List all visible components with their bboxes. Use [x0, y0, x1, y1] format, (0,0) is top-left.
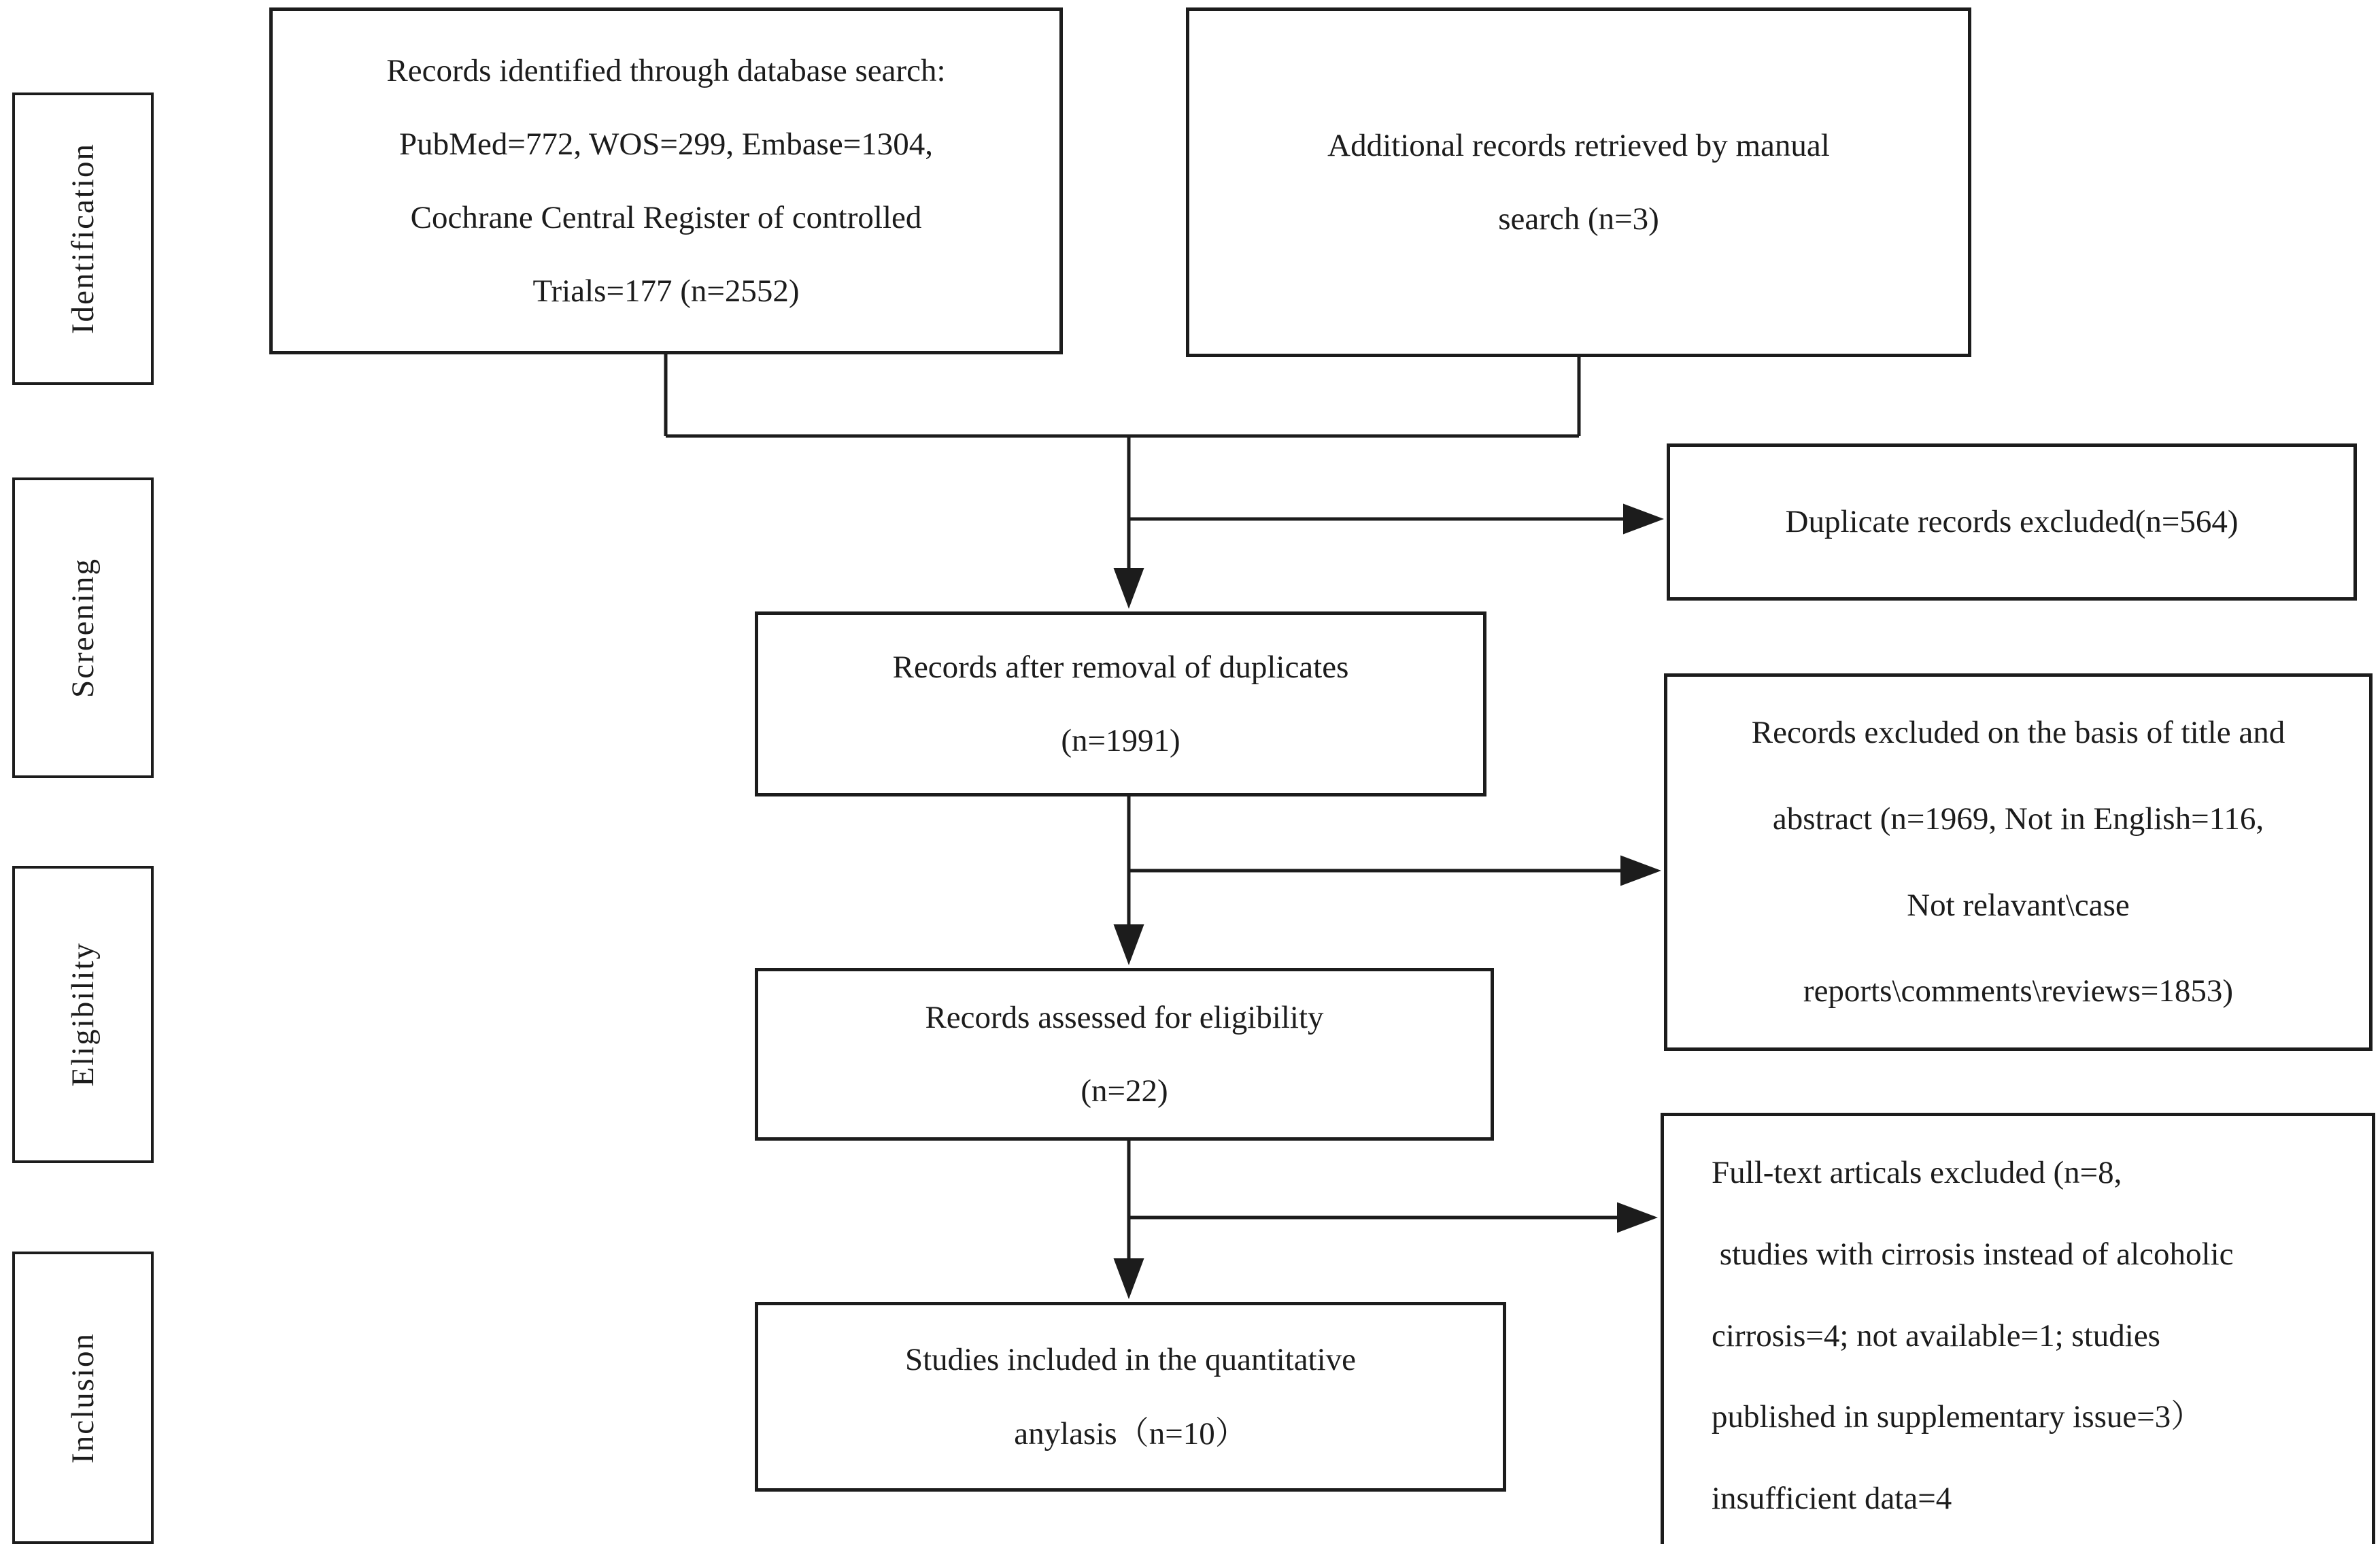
stage-label-text: Eligibility: [65, 942, 101, 1087]
box-studies-included-quantitative-analysis: [755, 1302, 1506, 1492]
stage-label-eligibility: [12, 866, 154, 1163]
box-line: published in supplementary issue=3）: [1712, 1399, 2203, 1435]
stage-label-screening: [12, 477, 154, 778]
box-line: Records after removal of duplicates: [892, 649, 1349, 685]
box-records-assessed-eligibility: [755, 968, 1494, 1141]
stage-label-inclusion: [12, 1252, 154, 1544]
stage-label-text: Inclusion: [65, 1332, 101, 1464]
box-line: Duplicate records excluded(n=564): [1785, 504, 2239, 540]
box-line: cirrosis=4; not available=1; studies: [1712, 1318, 2160, 1354]
box-line: Trials=177 (n=2552): [532, 273, 800, 309]
stage-label-text: Identification: [65, 143, 101, 335]
box-line: Records identified through database search:: [386, 52, 946, 88]
stage-label-identification: [12, 93, 154, 385]
box-line: Not relavant\case: [1907, 887, 2130, 923]
box-line: studies with cirrosis instead of alcoholic: [1712, 1236, 2234, 1272]
box-line: reports\comments\reviews=1853): [1803, 973, 2234, 1009]
box-line: PubMed=772, WOS=299, Embase=1304,: [399, 126, 933, 162]
box-line: anylasis（n=10）: [1014, 1415, 1247, 1451]
box-line: Additional records retrieved by manual: [1327, 127, 1830, 163]
box-line: Records excluded on the basis of title and: [1751, 714, 2285, 750]
stage-label-text: Screening: [65, 558, 101, 698]
box-fulltext-articles-excluded: [1661, 1113, 2375, 1544]
box-records-after-duplicate-removal: [755, 611, 1486, 796]
box-line: Cochrane Central Register of controlled: [410, 200, 922, 235]
box-line: search (n=3): [1498, 201, 1659, 237]
box-records-excluded-title-abstract: [1664, 673, 2373, 1051]
box-duplicate-records-excluded: [1667, 443, 2357, 601]
box-records-identified: [269, 7, 1063, 354]
box-line: abstract (n=1969, Not in English=116,: [1772, 801, 2264, 837]
box-additional-records-manual-search: [1186, 7, 1971, 357]
box-line: Records assessed for eligibility: [925, 999, 1324, 1035]
box-line: insufficient data=4: [1712, 1481, 1952, 1517]
box-line: (n=1991): [1061, 723, 1180, 758]
box-line: Full-text articals excluded (n=8,: [1712, 1154, 2122, 1190]
box-line: Studies included in the quantitative: [904, 1342, 1357, 1378]
box-line: (n=22): [1081, 1073, 1168, 1109]
